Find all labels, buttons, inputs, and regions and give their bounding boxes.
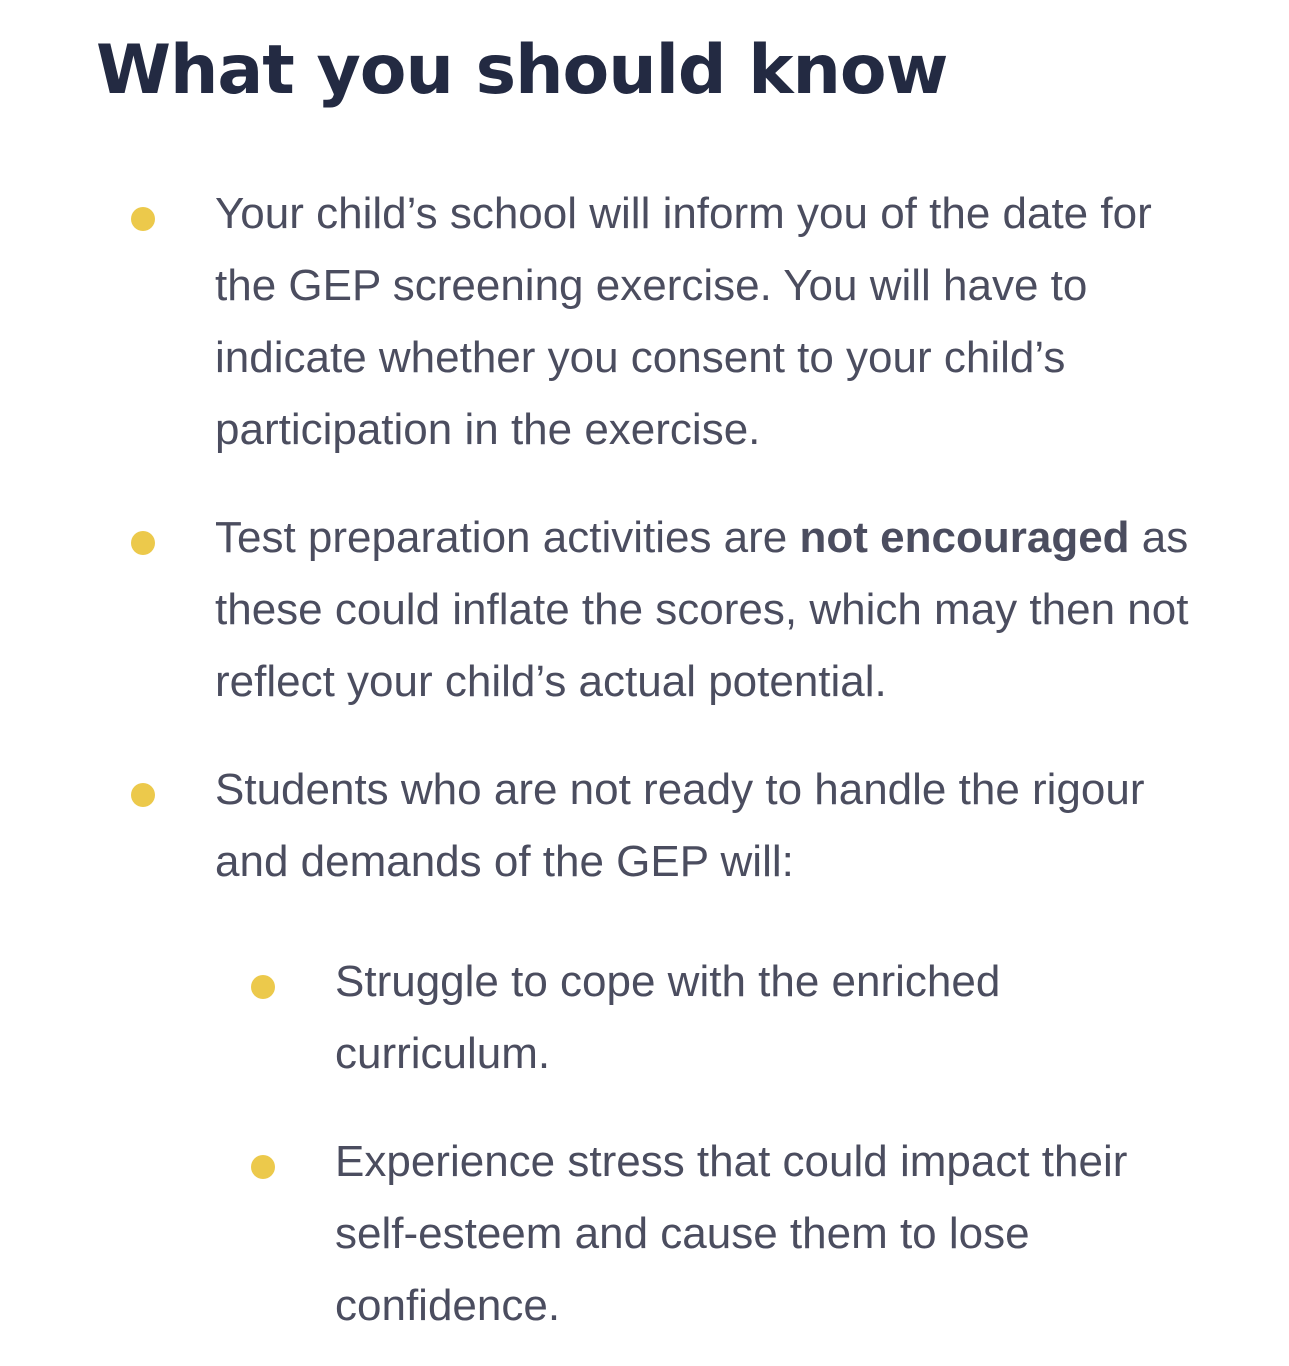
bullet-dot-icon [131, 531, 155, 555]
list-item-text: Your child’s school will inform you of the date for the GEP screening exercise. You will have to indicate whether you consent to your child’s participation in the exercise. [215, 189, 1152, 454]
list-item-text-before: Test preparation activities are [215, 513, 800, 562]
bullet-dot-icon [131, 207, 155, 231]
sub-list-item [0, 1126, 1289, 1342]
list-item [0, 502, 1289, 718]
emphasis-not-encouraged: not encouraged [799, 513, 1130, 562]
sub-list-item [0, 946, 1289, 1090]
bullet-dot-icon [251, 1155, 275, 1179]
sub-list-item-text: Struggle to cope with the enriched curriculum. [335, 957, 1001, 1078]
list-item [0, 178, 1289, 466]
list-item [0, 754, 1289, 898]
bullet-dot-icon [251, 975, 275, 999]
sub-list-item-text: Experience stress that could impact their self-esteem and cause them to lose confidence. [335, 1137, 1128, 1330]
list-item-text [215, 502, 1205, 718]
page-title: What you should know [96, 31, 948, 110]
list-item-text-after: as these could inflate the scores, which may then not reflect your child’s actual potential. [215, 513, 1189, 706]
bullet-dot-icon [131, 783, 155, 807]
list-item-text: Students who are not ready to handle the rigour and demands of the GEP will: [215, 765, 1145, 886]
